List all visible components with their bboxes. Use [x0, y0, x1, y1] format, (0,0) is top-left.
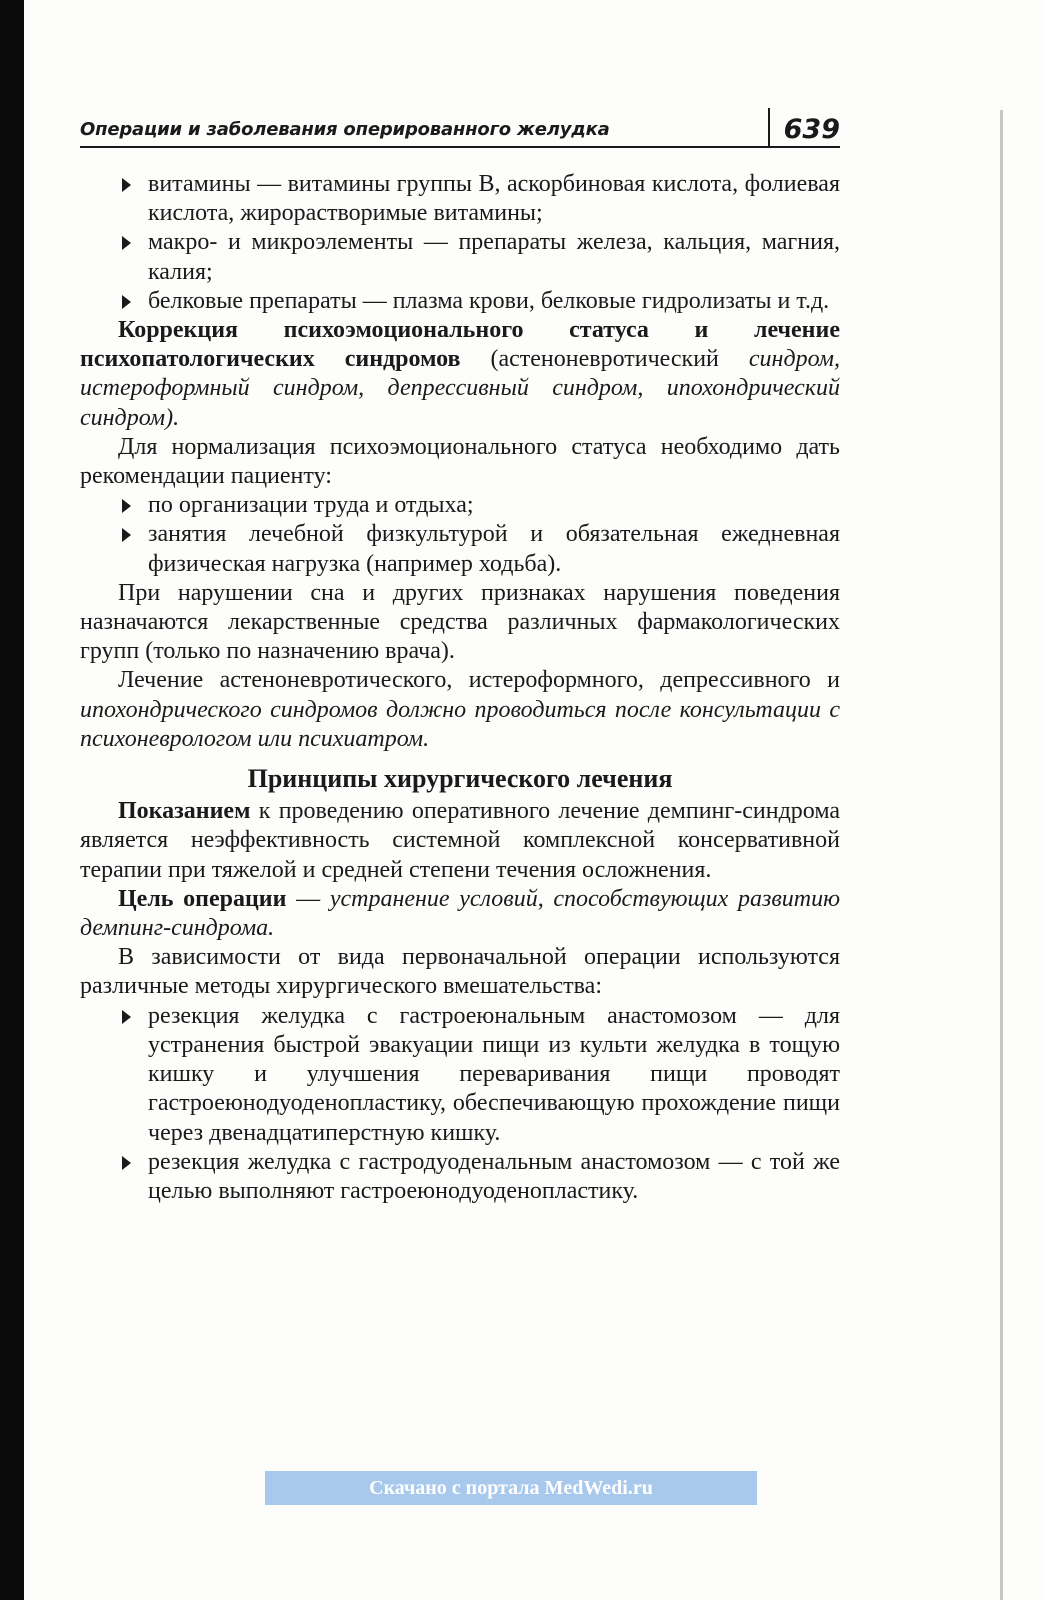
running-head: Операции и заболевания оперированного желудка: [80, 119, 610, 140]
page-content: [80, 170, 840, 1206]
bullet-triangle-icon: [122, 295, 131, 309]
list-item: макро- и микроэлементы — препараты железа, кальция, магния, калия;: [80, 228, 840, 286]
paragraph-sleep: При нарушении сна и других признаках нарушения поведения назначаются лекарственные средства различных фармакологических групп (только по назначению врача).: [80, 579, 840, 665]
bullet-triangle-icon: [122, 178, 131, 192]
book-page: [80, 100, 840, 1206]
paragraph-consultation: Лечение астеноневротического, истероформного, депрессивного и ипохондрического синдромов должно проводиться после консультации с психоневрологом или психиатром.: [80, 667, 840, 752]
paragraph-goal: Цель операции — устранение условий, способствующих развитию демпинг-синдрома.: [80, 885, 840, 942]
surgery-list: [80, 1002, 840, 1206]
section-title: Принципы хирургического лечения: [247, 764, 673, 794]
bullet-triangle-icon: [122, 1156, 131, 1170]
watermark-banner: Скачано с портала MedWedi.ru: [265, 1471, 757, 1505]
paragraph-methods: В зависимости от вида первоначальной операции используются различные методы хирургического вмешательства:: [80, 944, 840, 1000]
list-item: витамины — витамины группы В, аскорбиновая кислота, фолиевая кислота, жирорастворимые витамины;: [80, 170, 840, 228]
bullet-triangle-icon: [122, 528, 131, 542]
page-header: [80, 100, 840, 148]
list-item: белковые препараты — плазма крови, белковые гидролизаты и т.д.: [80, 287, 840, 316]
page-number: 639: [768, 108, 840, 148]
list-item: по организации труда и отдыха;: [80, 491, 840, 520]
bullet-triangle-icon: [122, 1010, 131, 1024]
paragraph-correction: Коррекция психоэмоционального статуса и лечение психопатологических синдромов (астеноневротический синдром, истероформный синдром, депрессивный синдром, ипохондрический синдром).: [80, 317, 840, 431]
recommendation-list: [80, 491, 840, 579]
bullet-triangle-icon: [122, 499, 131, 513]
scan-edge-right: [1000, 110, 1003, 1600]
bullet-triangle-icon: [122, 236, 131, 250]
bold-term: Коррекция психоэмоционального статуса и лечение психопатологических синдромов: [80, 317, 840, 373]
scan-edge-left: [0, 0, 24, 1600]
paragraph-indication: Показанием к проведению оперативного лечение демпинг-синдрома является неэффективность системной комплексной консервативной терапии при тяжелой и средней степени течения осложнения.: [80, 798, 840, 883]
paragraph-recommendations: Для нормализация психоэмоционального статуса необходимо дать рекомендации пациенту:: [80, 433, 840, 490]
list-item: резекция желудка с гастродуоденальным анастомозом — с той же целью выполняют гастроеюнодуоденопластику.: [80, 1148, 840, 1206]
list-item: занятия лечебной физкультурой и обязательная ежедневная физическая нагрузка (например ходьба).: [80, 520, 840, 578]
supplement-list: [80, 170, 840, 316]
list-item: резекция желудка с гастроеюнальным анастомозом — для устранения быстрой эвакуации пищи из культи желудка в тощую кишку и улучшения переваривания пищи проводят гастроеюнодуоденопластику, обеспечивающую прохождение пищи через двенадцатиперстную кишку.: [80, 1002, 840, 1148]
